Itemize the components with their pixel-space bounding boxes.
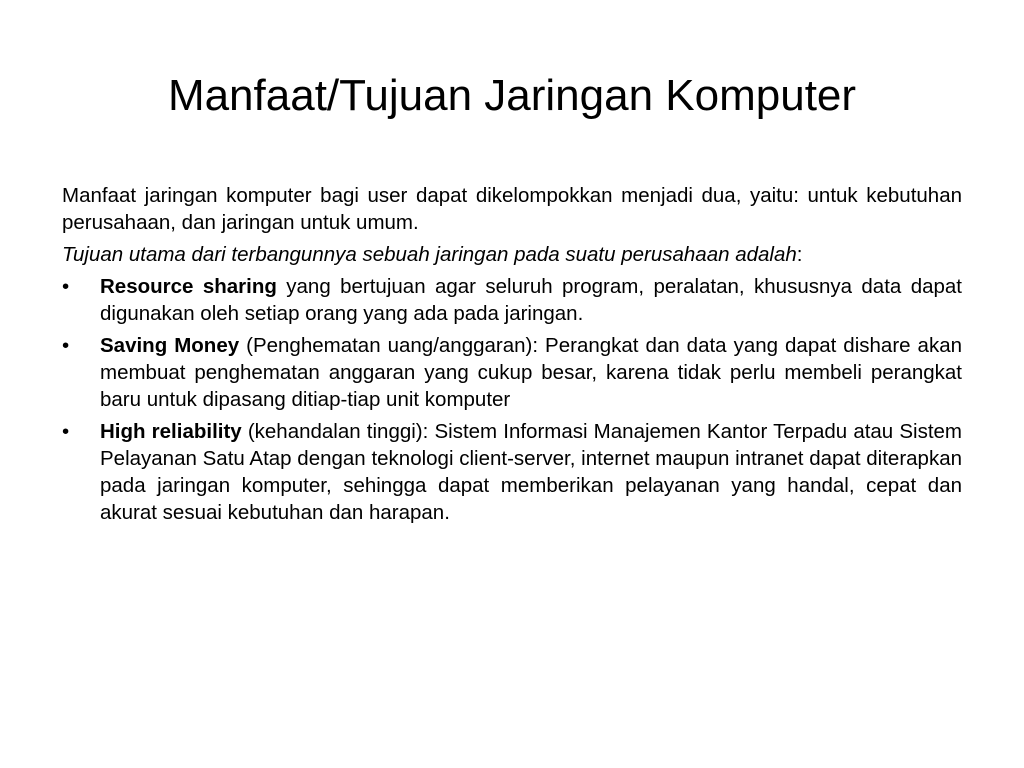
bullet-text: yang bertujuan agar seluruh program, peralatan, khususnya data dapat digunakan oleh setiap orang yang ada pada jaringan. [100,275,962,325]
purpose-paragraph [62,241,962,268]
slide-content [62,182,962,531]
bullet-item-high-reliability [62,418,962,526]
bullet-item-saving-money [62,332,962,413]
bullet-term: Resource sharing [100,275,277,298]
bullet-dot-icon: • [62,334,70,357]
bullet-term: Saving Money [100,334,240,357]
bullet-dot-icon: • [62,275,70,298]
slide-title: Manfaat/Tujuan Jaringan Komputer [167,71,857,120]
purpose-colon: : [796,243,803,266]
intro-paragraph: Manfaat jaringan komputer bagi user dapat dikelompokkan menjadi dua, yaitu: untuk kebutuhan perusahaan, dan jaringan untuk umum. [62,184,962,234]
bullet-dot-icon: • [62,420,70,443]
bullet-item-resource-sharing [62,273,962,327]
bullet-text: (Penghematan uang/anggaran): Perangkat dan data yang dapat dishare akan membuat penghematan anggaran yang cukup besar, karena tidak perlu membeli perangkat baru untuk dipasang ditiap-tiap unit komputer [100,334,962,411]
bullet-text: (kehandalan tinggi): Sistem Informasi Manajemen Kantor Terpadu atau Sistem Pelayanan Satu Atap dengan teknologi client-server, internet maupun intranet dapat diterapkan pada jaringan komputer, sehingga dapat memberikan pelayanan yang handal, cepat dan akurat sesuai kebutuhan dan harapan. [100,420,962,524]
bullet-list [62,273,962,526]
bullet-term: High reliability [100,420,242,443]
purpose-italic-text: Tujuan utama dari terbangunnya sebuah jaringan pada suatu perusahaan adalah [62,243,797,266]
